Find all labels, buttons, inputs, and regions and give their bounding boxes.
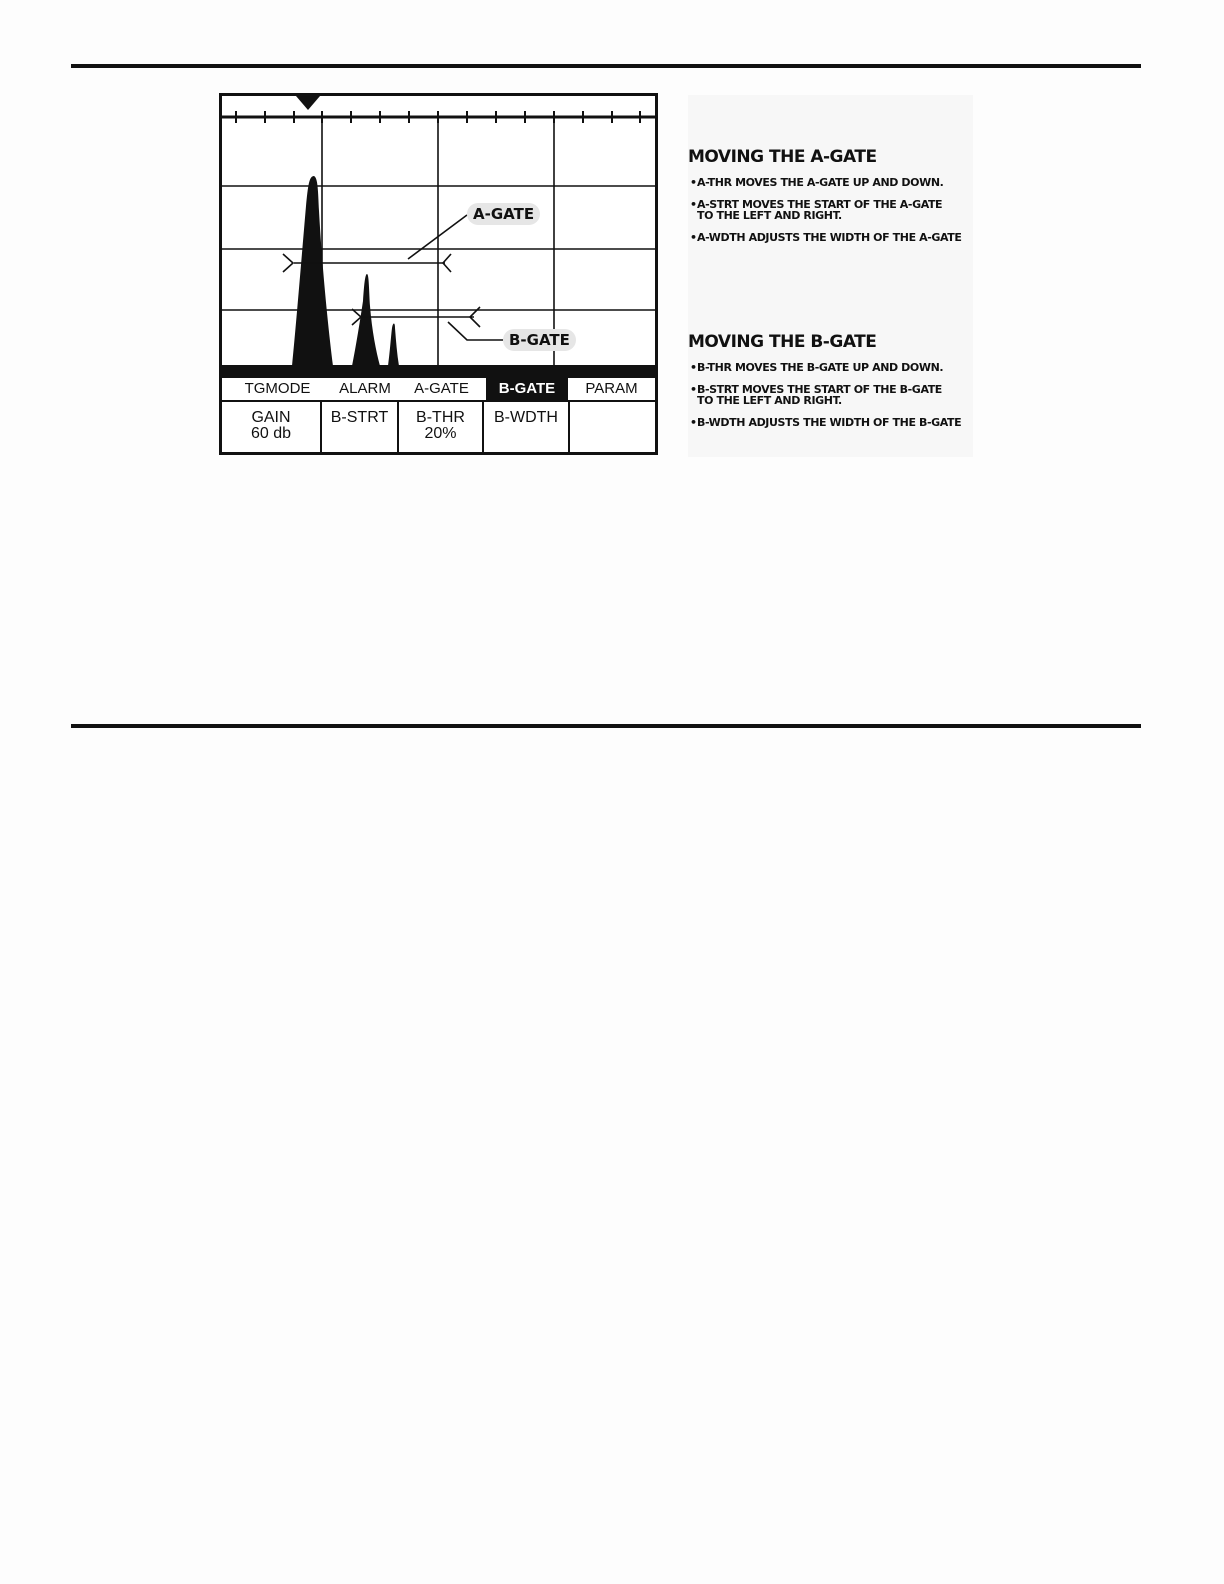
softkey-b-strt-label: B-STRT <box>330 409 389 426</box>
tab-alarm[interactable]: ALARM <box>339 380 391 397</box>
b-gate-instructions <box>690 362 961 439</box>
softkey-b-thr-value: 20% <box>424 425 457 442</box>
b-gate-instruction: • B-WDTH ADJUSTS THE WIDTH OF THE B-GATE <box>690 417 961 428</box>
softkey-blank[interactable] <box>570 402 655 452</box>
a-gate-instructions <box>690 177 962 254</box>
softkey-gain-label: GAIN <box>251 409 291 426</box>
flaw-detector-screen <box>219 93 658 455</box>
softkey-gain[interactable] <box>222 402 322 452</box>
instructions-panel <box>688 95 973 457</box>
softkey-b-thr[interactable] <box>399 402 484 452</box>
a-gate-instruction: • A-WDTH ADJUSTS THE WIDTH OF THE A-GATE <box>690 232 962 243</box>
echo-peak-1 <box>292 176 333 366</box>
range-ruler <box>222 111 655 123</box>
b-gate-bracket <box>352 307 503 340</box>
top-rule <box>71 64 1141 68</box>
softkey-b-wdth[interactable] <box>484 402 570 452</box>
a-gate-label: A-GATE <box>467 203 540 225</box>
menu-tabs <box>222 378 655 402</box>
a-gate-instruction: • A-THR MOVES THE A-GATE UP AND DOWN. <box>690 177 962 188</box>
echo-peak-2 <box>352 274 380 366</box>
tab-a-gate[interactable]: A-GATE <box>414 380 469 397</box>
position-marker-icon <box>296 96 320 110</box>
softkey-row <box>222 402 655 452</box>
b-gate-instruction: • B-THR MOVES THE B-GATE UP AND DOWN. <box>690 362 961 373</box>
a-gate-instruction: • A-STRT MOVES THE START OF THE A-GATE TO THE LEFT AND RIGHT. <box>690 199 962 221</box>
b-gate-label: B-GATE <box>503 329 576 351</box>
b-gate-heading: MOVING THE B-GATE <box>688 332 877 352</box>
tab-param[interactable]: PARAM <box>585 380 638 397</box>
baseline-bar <box>222 365 655 378</box>
tab-tgmode[interactable]: TGMODE <box>244 380 311 397</box>
b-gate-instruction: • B-STRT MOVES THE START OF THE B-GATE TO THE LEFT AND RIGHT. <box>690 384 961 406</box>
tab-b-gate[interactable]: B-GATE <box>486 378 568 400</box>
softkey-b-wdth-label: B-WDTH <box>494 409 558 426</box>
bottom-rule <box>71 724 1141 728</box>
grid <box>222 118 655 366</box>
softkey-b-thr-label: B-THR <box>416 409 465 426</box>
a-gate-heading: MOVING THE A-GATE <box>688 147 877 167</box>
echo-peak-3 <box>388 324 399 367</box>
softkey-gain-value: 60 db <box>250 425 292 442</box>
a-scan-display <box>222 96 655 378</box>
softkey-b-strt[interactable] <box>322 402 399 452</box>
